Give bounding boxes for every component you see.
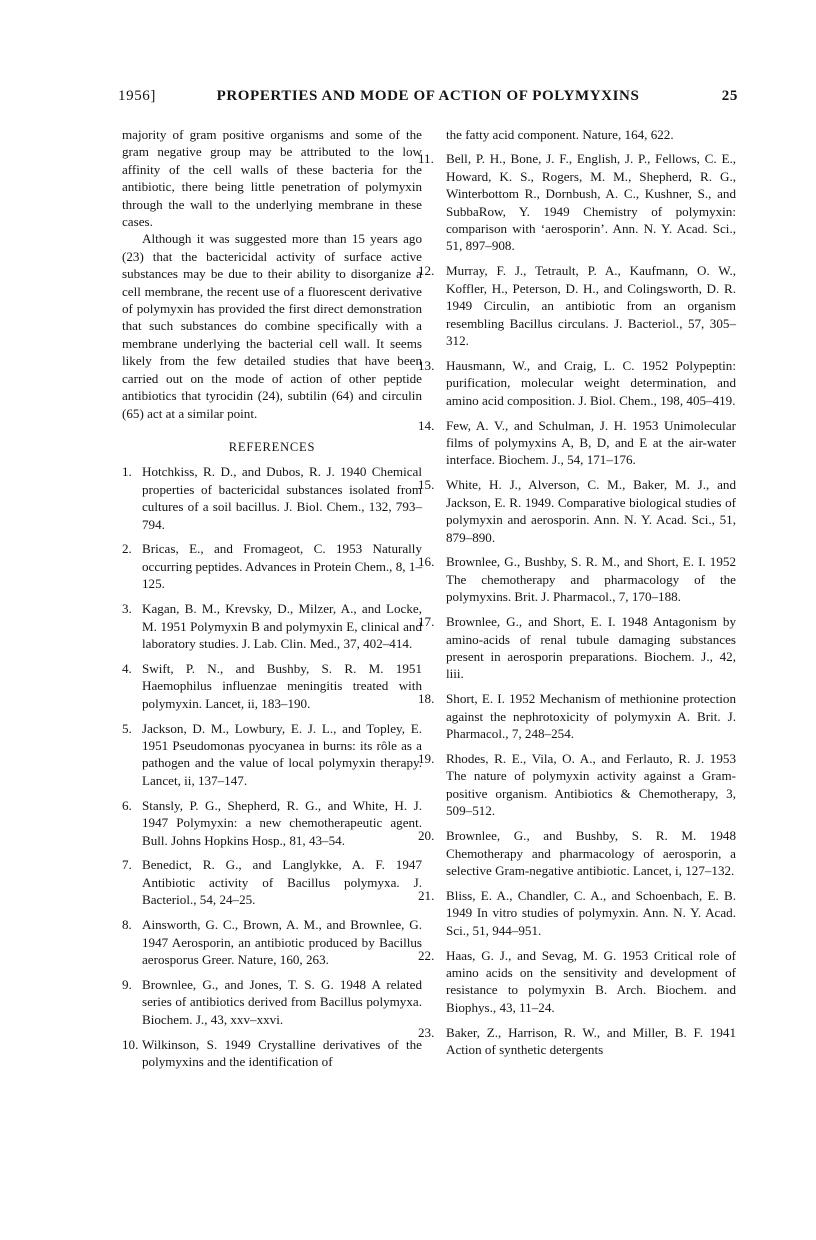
reference-item [418,827,736,879]
reference-item [418,1024,736,1059]
reference-item [418,476,736,546]
reference-text: White, H. J., Alverson, C. M., Baker, M. J., and Jackson, E. R. 1949. Comparative biological studies of polymyxin and aerosporin. Ann. N. Y. Acad. Sci., 51, 879–890. [446,477,736,545]
reference-number: 12. [418,263,435,279]
reference-number: 5. [122,720,132,736]
reference-number: 3. [122,601,132,617]
reference-item [418,553,736,605]
header-title: PROPERTIES AND MODE OF ACTION OF POLYMYXINS [216,88,640,104]
reference-text: Rhodes, R. E., Vila, O. A., and Ferlauto, R. J. 1953 The nature of polymyxin activity against a Gram-positive organism. Antibiotics & Chemotherapy, 3, 509–512. [446,751,736,819]
reference-item [122,797,422,849]
page-number: 25 [721,88,738,104]
reference-text: Stansly, P. G., Shepherd, R. G., and White, H. J. 1947 Polymyxin: a new chemotherapeutic agent. Bull. Johns Hopkins Hosp., 81, 43–54. [142,797,422,848]
reference-item [418,947,736,1017]
reference-number: 21. [418,887,435,903]
reference-item [122,720,422,790]
reference-item [418,750,736,820]
reference-number: 9. [122,976,132,992]
header-year: 1956] [118,88,156,104]
reference-text: Swift, P. N., and Bushby, S. R. M. 1951 Haemophilus influenzae meningitis treated with polymyxin. Lancet, ii, 183–190. [142,660,422,711]
reference-number: 18. [418,691,435,707]
reference-number: 22. [418,947,435,963]
reference-text: Baker, Z., Harrison, R. W., and Miller, B. F. 1941 Action of synthetic detergents [446,1024,736,1058]
reference-item [418,613,736,683]
reference-text: Short, E. I. 1952 Mechanism of methionine protection against the nephrotoxicity of polymyxin A. Brit. J. Pharmacol., 7, 248–254. [446,691,736,742]
reference-text: Ainsworth, G. C., Brown, A. M., and Brownlee, G. 1947 Aerosporin, an antibiotic produced by Bacillus aerosporus Greer. Nature, 160, 263. [142,917,422,967]
reference-number: 7. [122,857,132,873]
reference-item [418,262,736,349]
reference-number: 4. [122,660,132,676]
reference-text: Murray, F. J., Tetrault, P. A., Kaufmann, O. W., Koffler, H., Peterson, D. H., and Colingsworth, D. R. 1949 Circulin, an antibiotic from an organism resembling Bacillus circulans. J. Bacteriol., 57, 305–312. [446,263,736,348]
reference-item [418,357,736,409]
reference-item [122,463,422,533]
reference-number: 15. [418,477,435,493]
reference-text: Brownlee, G., and Bushby, S. R. M. 1948 Chemotherapy and pharmacology of aerosporin, a selective Gram-negative antibiotic. Lancet, i, 127–132. [446,828,736,878]
references-heading: REFERENCES [228,439,316,454]
reference-text: Kagan, B. M., Krevsky, D., Milzer, A., and Locke, M. 1951 Polymyxin B and polymyxin E, clinical and laboratory studies. J. Lab. Clin. Med., 37, 402–414. [142,601,422,651]
reference-item [418,690,736,742]
reference-item [122,976,422,1028]
reference-number: 6. [122,797,132,813]
reference-text: Hausmann, W., and Craig, L. C. 1952 Polypeptin: purification, molecular weight determination, and amino acid composition. J. Biol. Chem., 198, 405–419. [446,357,736,408]
reference-item [122,1036,422,1071]
reference-number: 14. [418,417,435,433]
reference-number: 20. [418,828,435,844]
reference-item [418,417,736,469]
reference-text: Haas, G. J., and Sevag, M. G. 1953 Critical role of amino acids on the sensitivity and development of resistance to polymyxin B. Arch. Biochem. and Biophys., 43, 11–24. [446,947,736,1015]
reference-number: 13. [418,357,435,373]
reference-text: Brownlee, G., and Short, E. I. 1948 Antagonism by amino-acids of renal tubule damaging substances present in aerosporin preparations. Biochem. J., 42, liii. [446,614,736,682]
reference-text: Bell, P. H., Bone, J. F., English, J. P., Fellows, C. E., Howard, K. S., Rogers, M. M., Shepherd, R. G., Winterbottom R., Dornbush, A. C., Kushner, S., and SubbaRow, Y. 1949 Chemistry of polymyxin: comparison with ‘aerosporin’. Ann. N. Y. Acad. Sci., 51, 897–908. [446,151,736,254]
reference-number: 23. [418,1024,435,1040]
reference-number: 16. [418,554,435,570]
reference-number: 17. [418,614,435,630]
reference-item [122,916,422,968]
reference-text: Hotchkiss, R. D., and Dubos, R. J. 1940 Chemical properties of bactericidal substances isolated from cultures of a soil bacillus. J. Biol. Chem., 132, 793–794. [142,464,422,532]
reference-text: Brownlee, G., and Jones, T. S. G. 1948 A related series of antibiotics derived from Bacillus polymyxa. Biochem. J., 43, xxv–xxvi. [142,976,422,1027]
reference-item [122,600,422,652]
reference-number: 10. [122,1036,139,1052]
reference-item [418,150,736,254]
reference-text: Bricas, E., and Fromageot, C. 1953 Naturally occurring peptides. Advances in Protein Chem., 8, 1–125. [142,541,422,592]
reference-item [122,856,422,908]
reference-text: Brownlee, G., Bushby, S. R. M., and Short, E. I. 1952 The chemotherapy and pharmacology of the polymyxins. Brit. J. Pharmacol., 7, 170–188. [446,554,736,605]
body-paragraph-2: Although it was suggested more than 15 years ago (23) that the bactericidal activity of surface active substances may be due to their ability to disorganize a cell membrane, the recent use of a fluorescent derivative of polymyxin has provided the first direct demonstration that such substances do combine specifically with a membrane underlying the bacterial cell wall. It seems likely from the few detailed studies that have been carried out on the mode of action of other peptide antibiotics that tyrocidin (24), subtilin (64) and circulin (65) act at a similar point. [122,231,422,421]
reference-number: 11. [418,151,434,167]
reference-number: 8. [122,917,132,933]
reference-number: 1. [122,464,132,480]
body-paragraph-1: majority of gram positive organisms and some of the gram negative group may be attributed to the low affinity of the cell walls of these bacteria for the antibiotic, there being little penetration of polymyxin through the wall to the underlying membrane in these cases. [122,127,422,230]
reference-text: Benedict, R. G., and Langlykke, A. F. 1947 Antibiotic activity of Bacillus polymyxa. J. Bacteriol., 54, 24–25. [142,857,422,908]
reference-text: Bliss, E. A., Chandler, C. A., and Schoenbach, E. B. 1949 In vitro studies of polymyxin. Ann. N. Y. Acad. Sci., 51, 944–951. [446,887,736,938]
reference-item [418,887,736,939]
right-column [418,126,736,1066]
reference-continuation: the fatty acid component. Nature, 164, 622. [446,127,674,142]
reference-item [122,540,422,592]
reference-text: Jackson, D. M., Lowbury, E. J. L., and Topley, E. 1951 Pseudomonas pyocyanea in burns: its rôle as a pathogen and the value of local polymyxin therapy. Lancet, ii, 137–147. [142,720,422,788]
reference-text: Wilkinson, S. 1949 Crystalline derivatives of the polymyxins and the identification of [142,1036,422,1069]
reference-number: 19. [418,751,435,766]
reference-item [122,660,422,712]
reference-text: Few, A. V., and Schulman, J. H. 1953 Unimolecular films of polymyxins A, B, D, and E at the air-water interface. Biochem. J., 54, 171–176. [446,417,736,468]
left-column [122,126,422,1078]
reference-number: 2. [122,541,132,557]
running-header [118,88,738,110]
